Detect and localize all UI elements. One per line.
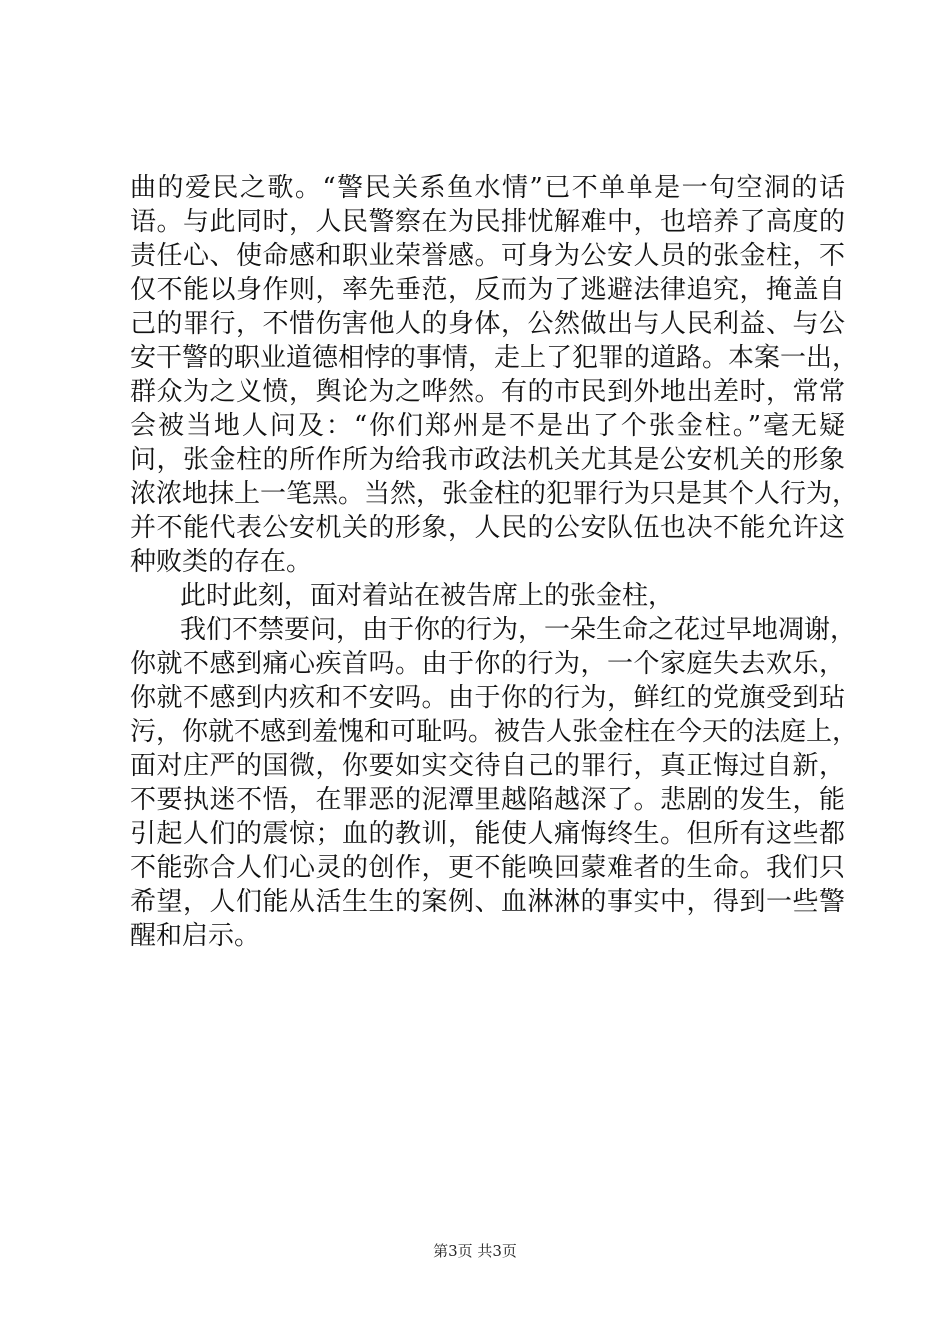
text-line: 种败类的存在。 <box>130 547 313 577</box>
text-line: 此时此刻，面对着站在被告席上的张金柱， <box>180 581 675 611</box>
text-line: 你就不感到内疚和不安吗。由于你的行为，鲜红的党旗受到玷 <box>130 683 845 713</box>
text-line: 不要执迷不悟，在罪恶的泥潭里越陷越深了。悲剧的发生，能 <box>130 785 845 815</box>
text-line: 问，张金柱的所作所为给我市政法机关尤其是公安机关的形象 <box>130 445 845 475</box>
text-line: 仅不能以身作则，率先垂范，反而为了逃避法律追究，掩盖自 <box>130 275 845 305</box>
text-line: 安干警的职业道德相悖的事情，走上了犯罪的道路。本案一出， <box>130 343 859 373</box>
text-line: 污，你就不感到羞愧和可耻吗。被告人张金柱在今天的法庭上， <box>130 717 859 747</box>
text-line: 责任心、使命感和职业荣誉感。可身为公安人员的张金柱，不 <box>130 241 845 271</box>
text-line: 引起人们的震惊；血的教训，能使人痛悔终生。但所有这些都 <box>130 819 845 849</box>
text-line: 曲的爱民之歌。“警民关系鱼水情”已不单单是一句空洞的话 <box>130 173 845 203</box>
text-line: 面对庄严的国微，你要如实交待自己的罪行，真正悔过自新， <box>130 751 845 781</box>
text-line: 希望，人们能从活生生的案例、血淋淋的事实中，得到一些警 <box>130 887 845 917</box>
text-line: 并不能代表公安机关的形象，人民的公安队伍也决不能允许这 <box>130 513 845 543</box>
text-line: 我们不禁要问，由于你的行为，一朵生命之花过早地凋谢， <box>180 615 857 645</box>
text-line: 语。与此同时，人民警察在为民排忧解难中，也培养了高度的 <box>130 207 845 237</box>
text-line: 群众为之义愤，舆论为之哗然。有的市民到外地出差时，常常 <box>130 377 845 407</box>
text-line: 不能弥合人们心灵的创作，更不能唤回蒙难者的生命。我们只 <box>130 853 845 883</box>
text-line: 会被当地人问及：“你们郑州是不是出了个张金柱。”毫无疑 <box>130 411 845 441</box>
page-number-footer: 第3页 共3页 <box>433 1242 517 1260</box>
text-line: 醒和启示。 <box>130 921 261 951</box>
text-line: 己的罪行，不惜伤害他人的身体，公然做出与人民利益、与公 <box>130 309 845 339</box>
text-line: 浓浓地抹上一笔黑。当然，张金柱的犯罪行为只是其个人行为， <box>130 479 859 509</box>
text-line: 你就不感到痛心疾首吗。由于你的行为，一个家庭失去欢乐， <box>130 649 845 679</box>
